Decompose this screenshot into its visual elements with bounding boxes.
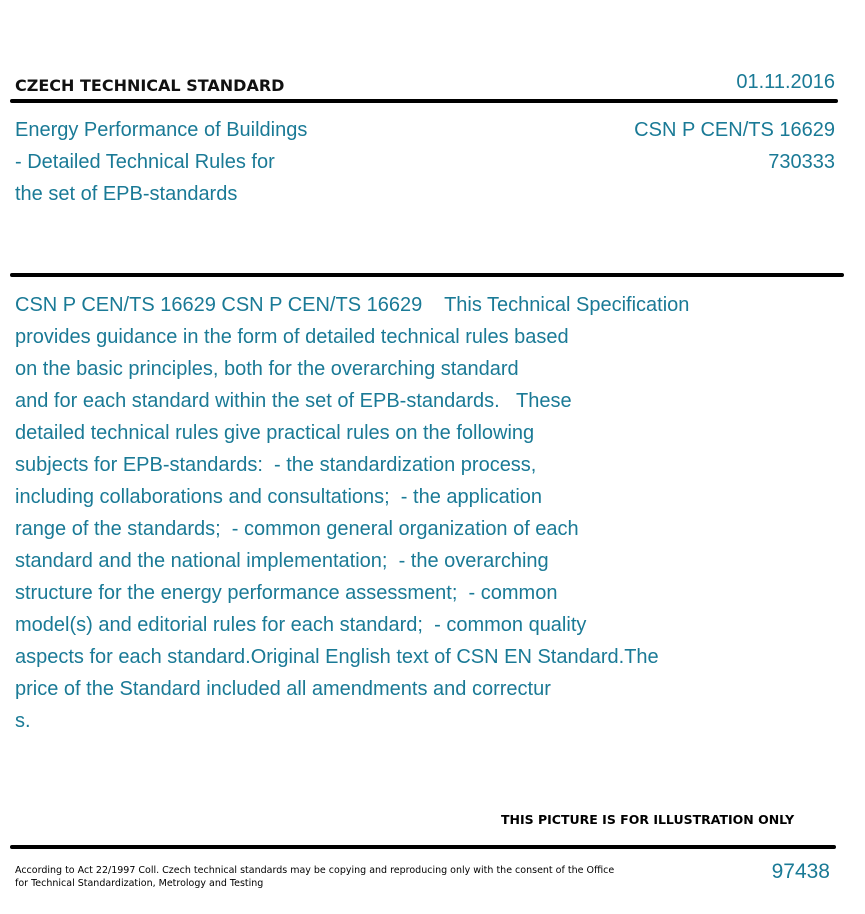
description-line: including collaborations and consultations; - the application	[15, 486, 543, 508]
standard-description	[15, 289, 689, 737]
description-line: model(s) and editorial rules for each standard; - common quality	[15, 614, 587, 636]
description-line: s.	[15, 710, 31, 732]
document-code: 97438	[771, 860, 830, 883]
description-line: on the basic principles, both for the overarching standard	[15, 358, 519, 380]
standard-identifiers	[634, 114, 835, 178]
standard-title	[15, 114, 307, 210]
description-line: range of the standards; - common general organization of each	[15, 518, 579, 540]
description-line: provides guidance in the form of detailed technical rules based	[15, 326, 569, 348]
illustration-notice: THIS PICTURE IS FOR ILLUSTRATION ONLY	[501, 812, 795, 827]
title-line: Energy Performance of Buildings	[15, 119, 308, 141]
description-line: subjects for EPB-standards: - the standardization process,	[15, 454, 537, 476]
title-divider	[10, 273, 844, 277]
description-line: CSN P CEN/TS 16629 CSN P CEN/TS 16629 This Technical Specification	[15, 294, 690, 316]
description-line: price of the Standard included all amendments and correctur	[15, 678, 551, 700]
title-line: - Detailed Technical Rules for	[15, 151, 275, 173]
description-line: standard and the national implementation; - the overarching	[15, 550, 549, 572]
legal-line: for Technical Standardization, Metrology and Testing	[15, 878, 264, 889]
classification-code: 730333	[768, 151, 835, 173]
title-line: the set of EPB-standards	[15, 183, 238, 205]
legal-line: According to Act 22/1997 Coll. Czech technical standards may be copying and reproducing only with the consent of the Office	[15, 865, 615, 876]
publication-date: 01.11.2016	[736, 71, 835, 93]
description-line: and for each standard within the set of EPB-standards. These	[15, 390, 572, 412]
header-divider	[10, 99, 838, 103]
description-line: detailed technical rules give practical rules on the following	[15, 422, 535, 444]
document-type-heading: CZECH TECHNICAL STANDARD	[15, 76, 285, 95]
legal-notice	[15, 864, 615, 890]
description-line: structure for the energy performance assessment; - common	[15, 582, 558, 604]
footer-divider	[10, 845, 836, 849]
standard-number: CSN P CEN/TS 16629	[634, 119, 835, 141]
description-line: aspects for each standard.Original English text of CSN EN Standard.The	[15, 646, 659, 668]
